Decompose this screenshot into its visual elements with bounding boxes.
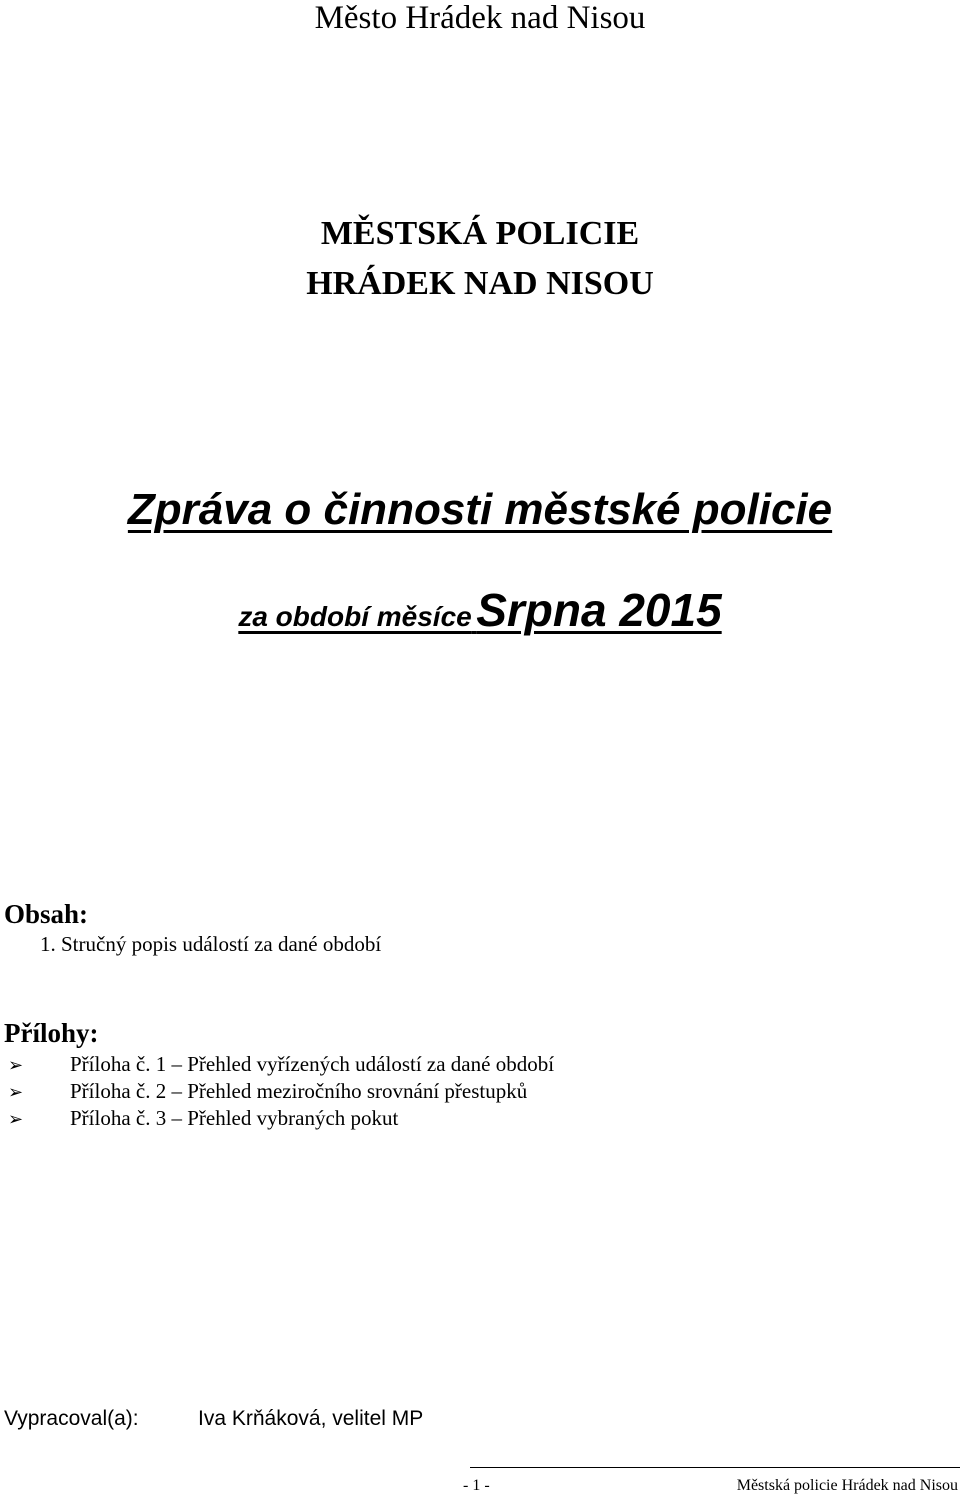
- attachment-item-1: [8, 1050, 554, 1079]
- attachments-heading: Přílohy:: [4, 1018, 99, 1048]
- attachment-item-2: [8, 1077, 527, 1106]
- attachment-item-2-label: Příloha č. 2 – Přehled meziročního srovnání přestupků: [70, 1079, 528, 1103]
- attachment-item-3-label: Příloha č. 3 – Přehled vybraných pokut: [70, 1106, 399, 1130]
- period-prefix: za období měsíce: [238, 601, 472, 632]
- arrow-bullet-icon: ➢: [8, 1082, 24, 1102]
- header-title: Město Hrádek nad Nisou: [314, 0, 646, 36]
- arrow-bullet-icon: ➢: [8, 1055, 24, 1075]
- organization-name-line1: MĚSTSKÁ POLICIE: [320, 215, 640, 252]
- period-value: Srpna 2015: [476, 584, 722, 636]
- footer-divider: [470, 1467, 960, 1468]
- report-title: Zpráva o činnosti městské policie: [127, 485, 833, 534]
- contents-item: 1. Stručný popis událostí za dané období: [40, 932, 382, 956]
- page-number: - 1 -: [463, 1477, 490, 1494]
- contents-heading: Obsah:: [4, 899, 89, 929]
- attachment-item-3: [8, 1104, 398, 1133]
- report-period: [0, 582, 960, 650]
- attachment-item-1-label: Příloha č. 1 – Přehled vyřízených událostí za dané období: [70, 1052, 555, 1076]
- footer-organization: Městská policie Hrádek nad Nisou: [736, 1477, 958, 1494]
- arrow-bullet-icon: ➢: [8, 1109, 24, 1129]
- organization-name-line2: HRÁDEK NAD NISOU: [306, 265, 654, 302]
- prepared-by-label: Vypracoval(a):: [4, 1407, 139, 1430]
- prepared-by-name: Iva Krňáková, velitel MP: [198, 1407, 424, 1430]
